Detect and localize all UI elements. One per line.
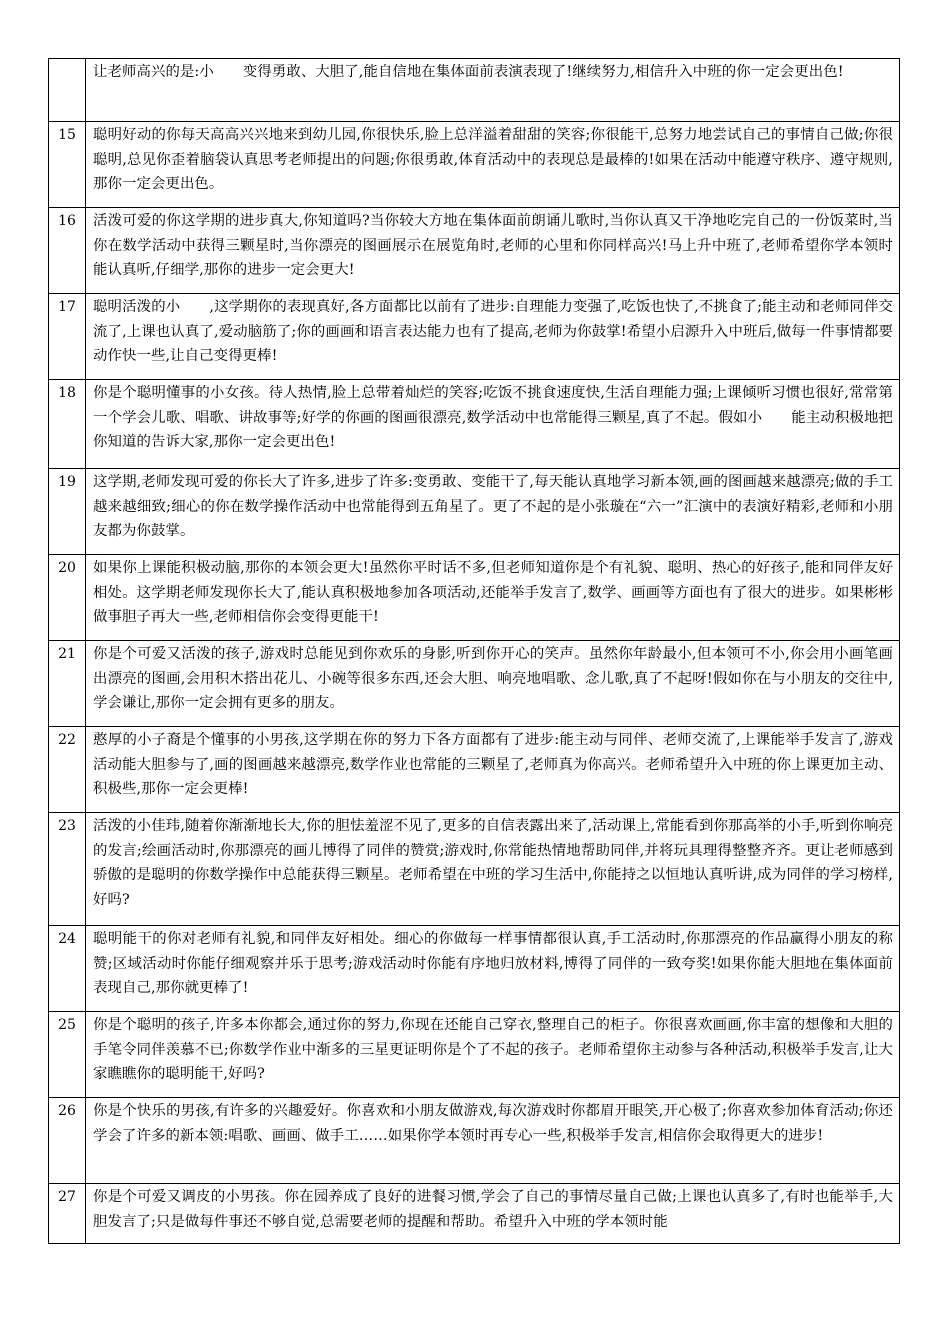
comment-text	[86, 1098, 900, 1184]
comment-text	[86, 208, 900, 294]
comment-content: 这学期,老师发现可爱的你长大了许多,进步了许多:变勇敢、变能干了,每天能认真地学习新本领,画的图画越来越漂亮;做的手工越来越细致;细心的你在数学操作活动中也常能得到五角星了。更了不起的是小张璇在“六一”汇演中的表演好精彩,老师和小朋友都为你鼓掌。	[93, 474, 893, 539]
row-number: 27	[49, 1184, 86, 1244]
table-row	[49, 1012, 900, 1098]
table-row	[49, 59, 900, 122]
comment-text	[86, 1184, 900, 1244]
comment-content: 聪明好动的你每天高高兴兴地来到幼儿园,你很快乐,脸上总洋溢着甜甜的笑容;你很能干,总努力地尝试自己的事情自己做;你很聪明,总见你歪着脑袋认真思考老师提出的问题;你很勇敢,体育活动中的表现总是最棒的!如果在活动中能遵守秩序、遵守规则,那你一定会更出色。	[93, 127, 893, 192]
row-number: 18	[49, 380, 86, 469]
table-row	[49, 555, 900, 641]
comment-text	[86, 641, 900, 727]
table-row	[49, 294, 900, 380]
table-row	[49, 208, 900, 294]
comment-content: 你是个可爱又调皮的小男孩。你在园养成了良好的进餐习惯,学会了自己的事情尽量自己做;上课也认真多了,有时也能举手,大胆发言了;只是做每件事还不够自觉,总需要老师的提醒和帮助。希望升入中班的学本领时能	[93, 1189, 893, 1230]
row-number: 20	[49, 555, 86, 641]
row-number: 24	[49, 926, 86, 1012]
row-number	[49, 59, 86, 122]
comment-text	[86, 469, 900, 555]
comment-content: 活泼可爱的你这学期的进步真大,你知道吗?当你较大方地在集体面前朗诵儿歌时,当你认真又干净地吃完自己的一份饭菜时,当你在数学活动中获得三颗星时,当你漂亮的图画展示在展览角时,老师的心里和你同样高兴!马上升中班了,老师希望你学本领时能认真听,仔细学,那你的进步一定会更大!	[93, 213, 893, 278]
row-number: 26	[49, 1098, 86, 1184]
comment-text	[86, 380, 900, 469]
comment-content: 活泼的小佳玮,随着你渐渐地长大,你的胆怯羞涩不见了,更多的自信表露出来了,活动课上,常能看到你那高举的小手,听到你响亮的发言;绘画活动时,你那漂亮的画儿博得了同伴的赞赏;游戏时,你常能热情地帮助同伴,并将玩具理得整整齐齐。更让老师感到骄傲的是聪明的你数学操作中总能获得三颗星。老师希望在中班的学习生活中,你能持之以恒地认真听讲,成为同伴的学习榜样,好吗?	[93, 818, 893, 908]
table-row	[49, 727, 900, 813]
comment-text	[86, 294, 900, 380]
table-row	[49, 641, 900, 727]
row-number: 21	[49, 641, 86, 727]
table-row	[49, 813, 900, 926]
row-number: 16	[49, 208, 86, 294]
row-number: 25	[49, 1012, 86, 1098]
table-row	[49, 380, 900, 469]
comment-text	[86, 59, 900, 122]
comment-text	[86, 727, 900, 813]
comment-content: 你是个聪明懂事的小女孩。待人热情,脸上总带着灿烂的笑容;吃饭不挑食速度快,生活自理能力强;上课倾听习惯也很好,常常第一个学会儿歌、唱歌、讲故事等;好学的你画的图画很漂亮,数学活动中也常能得三颗星,真了不起。假如小 能主动积极地把你知道的告诉大家,那你一定会更出色!	[93, 385, 893, 450]
comment-text	[86, 926, 900, 1012]
row-number: 15	[49, 122, 86, 208]
row-number: 19	[49, 469, 86, 555]
comment-content: 你是个聪明的孩子,许多本你都会,通过你的努力,你现在还能自己穿衣,整理自己的柜子。你很喜欢画画,你丰富的想像和大胆的手笔令同伴羡慕不已;你数学作业中渐多的三星更证明你是个了不起的孩子。老师希望你主动参与各种活动,积极举手发言,让大家瞧瞧你的聪明能干,好吗?	[93, 1017, 893, 1082]
comment-content: 憨厚的小子裔是个懂事的小男孩,这学期在你的努力下各方面都有了进步:能主动与同伴、老师交流了,上课能举手发言了,游戏活动能大胆参与了,画的图画越来越漂亮,数学作业也常能的三颗星了,老师真为你高兴。老师希望升入中班的你上课更加主动、积极些,那你一定会更棒!	[93, 732, 893, 797]
comment-text	[86, 122, 900, 208]
comment-text	[86, 555, 900, 641]
comment-text	[86, 1012, 900, 1098]
row-number: 22	[49, 727, 86, 813]
comment-content: 你是个快乐的男孩,有许多的兴趣爱好。你喜欢和小朋友做游戏,每次游戏时你都眉开眼笑,开心极了;你喜欢参加体育活动;你还学会了许多的新本领:唱歌、画画、做手工……如果你学本领时再专心一些,积极举手发言,相信你会取得更大的进步!	[93, 1103, 893, 1144]
comment-content: 聪明活泼的小 ,这学期你的表现真好,各方面都比以前有了进步:自理能力变强了,吃饭也快了,不挑食了;能主动和老师同伴交流了,上课也认真了,爱动脑筋了;你的画画和语言表达能力也有了提高,老师为你鼓掌!希望小启源升入中班后,做每一件事情都要动作快一些,让自己变得更棒!	[93, 299, 893, 364]
comment-content: 聪明能干的你对老师有礼貌,和同伴友好相处。细心的你做每一样事情都很认真,手工活动时,你那漂亮的作品赢得小朋友的称赞;区域活动时你能仔细观察并乐于思考;游戏活动时你能有序地归放材料,博得了同伴的一致夸奖!如果你能大胆地在集体面前表现自己,那你就更棒了!	[93, 931, 893, 996]
comment-text	[86, 813, 900, 926]
table-row	[49, 926, 900, 1012]
comment-content: 如果你上课能积极动脑,那你的本领会更大!虽然你平时话不多,但老师知道你是个有礼貌、聪明、热心的好孩子,能和同伴友好相处。这学期老师发现你长大了,能认真积极地参加各项活动,还能举手发言了,数学、画画等方面也有了很大的进步。如果彬彬做事胆子再大一些,老师相信你会变得更能干!	[93, 560, 893, 625]
row-number: 17	[49, 294, 86, 380]
comment-content: 让老师高兴的是:小 变得勇敢、大胆了,能自信地在集体面前表演表现了!继续努力,相信升入中班的你一定会更出色!	[93, 64, 844, 80]
comments-table	[48, 58, 900, 1244]
table-row	[49, 469, 900, 555]
comment-content: 你是个可爱又活泼的孩子,游戏时总能见到你欢乐的身影,听到你开心的笑声。虽然你年龄最小,但本领可不小,你会用小画笔画出漂亮的图画,会用积木搭出花儿、小碗等很多东西,还会大胆、响亮地唱歌、念儿歌,真了不起呀!假如你在与小朋友的交往中,学会谦让,那你一定会拥有更多的朋友。	[93, 646, 893, 711]
table-row	[49, 1098, 900, 1184]
table-row	[49, 1184, 900, 1244]
table-row	[49, 122, 900, 208]
row-number: 23	[49, 813, 86, 926]
